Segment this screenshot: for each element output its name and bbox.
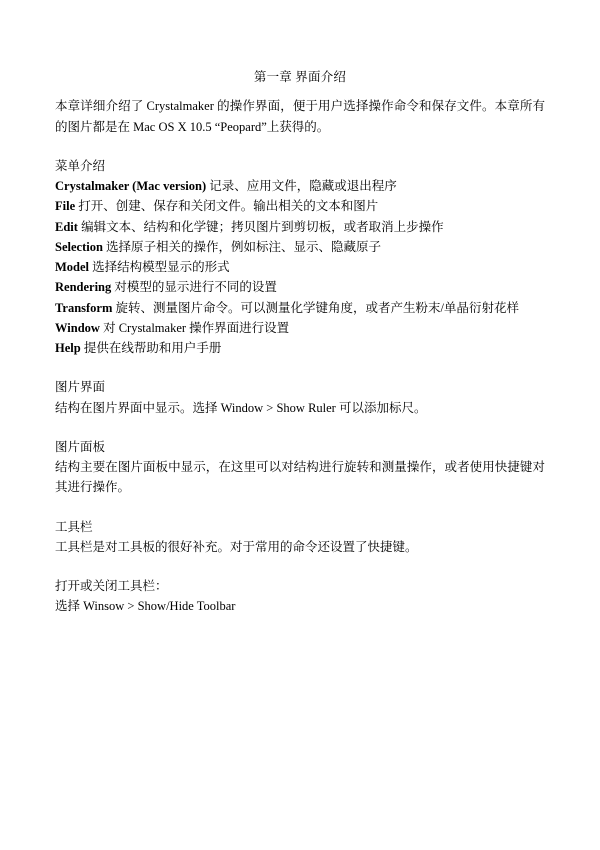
menu-item-name: Rendering — [55, 280, 112, 295]
menu-item-name: File — [55, 199, 76, 214]
list-item — [55, 237, 545, 257]
list-item — [55, 318, 545, 338]
section-body-image-panel: 结构主要在图片面板中显示，在这里可以对结构进行旋转和测量操作，或者使用快捷键对其进行操作。 — [55, 460, 545, 495]
spacer — [55, 358, 545, 377]
menu-item-desc: 打开、创建、保存和关闭文件。输出相关的文本和图片 — [78, 199, 379, 214]
list-item — [55, 176, 545, 196]
section-heading-toolbar: 工具栏 — [55, 519, 93, 534]
menu-item-desc: 选择原子相关的操作，例如标注、显示、隐藏原子 — [106, 239, 382, 254]
menu-item-name: Selection — [55, 239, 103, 254]
intro-paragraph: 本章详细介绍了 Crystalmaker 的操作界面，便于用户选择操作命令和保存文件。本章所有的图片都是在 Mac OS X 10.5 “Peopard”上获得的。 — [55, 99, 545, 134]
page-title: 第一章 界面介绍 — [253, 70, 347, 84]
section-heading-menu: 菜单介绍 — [55, 158, 106, 173]
spacer — [55, 137, 545, 156]
section-heading-image-panel: 图片面板 — [55, 439, 106, 454]
section-heading-toggle-toolbar: 打开或关闭工具栏： — [55, 579, 168, 594]
menu-item-desc: 记录、应用文件，隐藏或退出程序 — [209, 179, 397, 194]
section-body-toolbar: 工具栏是对工具板的很好补充。对于常用的命令还设置了快捷键。 — [55, 539, 418, 554]
spacer — [55, 557, 545, 576]
list-item — [55, 338, 545, 358]
list-item — [55, 217, 545, 237]
menu-item-desc: 旋转、测量图片命令。可以测量化学键角度，或者产生粉末/单晶衍射花样 — [115, 300, 520, 315]
menu-item-desc: 编辑文本、结构和化学键；拷贝图片到剪切板，或者取消上步操作 — [81, 219, 444, 234]
section-heading-image-interface: 图片界面 — [55, 380, 106, 395]
menu-list — [55, 176, 545, 358]
menu-item-name: Edit — [55, 219, 78, 234]
list-item — [55, 196, 545, 216]
menu-item-desc: 提供在线帮助和用户手册 — [83, 341, 222, 356]
section-body-toggle-toolbar: 选择 Winsow > Show/Hide Toolbar — [55, 599, 236, 614]
menu-item-name: Transform — [55, 300, 113, 315]
menu-item-name: Crystalmaker (Mac version) — [55, 179, 207, 194]
list-item — [55, 298, 545, 318]
spacer — [55, 498, 545, 517]
menu-item-desc: 对 Crystalmaker 操作界面进行设置 — [103, 320, 290, 335]
list-item — [55, 257, 545, 277]
menu-item-name: Window — [55, 320, 100, 335]
menu-item-desc: 对模型的显示进行不同的设置 — [114, 280, 277, 295]
spacer — [55, 418, 545, 437]
menu-item-name: Help — [55, 341, 81, 356]
section-body-image-interface: 结构在图片界面中显示。选择 Window > Show Ruler 可以添加标尺。 — [55, 400, 427, 415]
menu-item-name: Model — [55, 260, 90, 275]
list-item — [55, 277, 545, 297]
menu-item-desc: 选择结构模型显示的形式 — [92, 260, 230, 275]
